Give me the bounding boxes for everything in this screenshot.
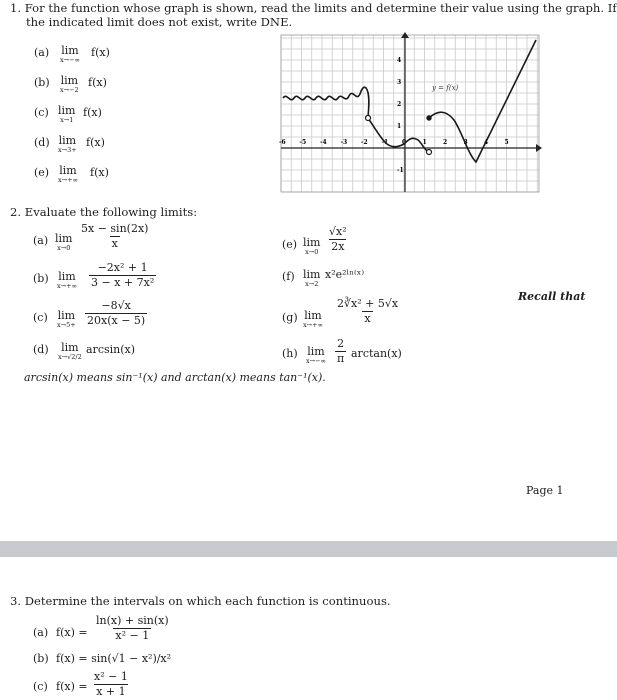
- q3-c-fraction: [92, 671, 130, 698]
- lim-subscript: x→+∞: [58, 176, 78, 184]
- denominator: π: [337, 352, 345, 365]
- q2-a-fraction: [79, 223, 150, 250]
- denominator: 3 − x + 7x²: [91, 276, 155, 289]
- q2-d-limit: [58, 342, 82, 361]
- limit-operator: [58, 135, 77, 154]
- q2-a-limit: [55, 233, 72, 252]
- denominator: x: [364, 312, 371, 325]
- lim-word: lim: [303, 236, 321, 249]
- denominator: x: [111, 237, 118, 250]
- q2-h-label: (h): [282, 347, 298, 360]
- q2-b-label: (b): [33, 272, 49, 285]
- q2-g-limit: [303, 310, 323, 329]
- x-tick-label: 0: [402, 139, 407, 146]
- lim-subscript: x→3+: [58, 146, 77, 154]
- closed-point: [426, 115, 431, 120]
- numerator: 5x − sin(2x): [81, 222, 149, 235]
- lim-word: lim: [58, 104, 76, 117]
- q2-e-label: (e): [282, 238, 298, 251]
- limit-expression: f(x): [91, 46, 110, 59]
- q1-intro-line2: the indicated limit does not exist, write DNE.: [26, 15, 293, 29]
- lim-word: lim: [307, 345, 325, 358]
- numerator: −8√x: [101, 299, 131, 312]
- page-separator: [0, 541, 617, 557]
- lim-subscript: x→5+: [57, 321, 76, 329]
- lim-subscript: x→−∞: [306, 357, 326, 365]
- q3-a-label: (a): [33, 626, 49, 639]
- limit-operator: [60, 75, 79, 94]
- lim-subscript: x→2: [305, 280, 319, 288]
- q3-b-label: (b): [33, 652, 49, 665]
- lim-word: lim: [59, 164, 77, 177]
- lim-subscript: x→−∞: [60, 56, 80, 64]
- lim-word: lim: [303, 268, 321, 281]
- q2-h-fraction: [335, 338, 346, 365]
- recall-note: Recall that: [518, 290, 586, 303]
- lim-subscript: x→√2/2: [58, 353, 82, 361]
- limit-operator: [58, 165, 78, 184]
- q2-title: 2. Evaluate the following limits:: [10, 205, 198, 219]
- curve-label: y = f(x): [432, 84, 459, 92]
- lim-word: lim: [55, 232, 73, 245]
- part-label: (d): [34, 136, 50, 149]
- page-number: Page 1: [526, 484, 564, 497]
- lim-subscript: x→1: [60, 116, 74, 124]
- y-tick-label: 2: [397, 101, 402, 108]
- q2-d-expression: arcsin(x): [86, 343, 136, 356]
- part-label: (e): [34, 166, 50, 179]
- q2-c-fraction: [85, 300, 147, 327]
- open-point: [427, 150, 432, 155]
- q2-b-limit: [57, 271, 77, 290]
- q2-f-expression: x²e²ˡⁿ⁽ˣ⁾: [325, 268, 365, 281]
- x-tick-label: 2: [443, 139, 448, 146]
- q3-b-expression: f(x) = sin(√1 − x²)/x²: [56, 652, 172, 665]
- lim-subscript: x→+∞: [303, 321, 323, 329]
- x-tick-label: -5: [299, 139, 307, 146]
- lim-word: lim: [61, 44, 79, 57]
- numerator: x² − 1: [94, 670, 128, 683]
- y-tick-label: 1: [397, 123, 402, 130]
- lim-word: lim: [304, 309, 322, 322]
- y-tick-label: 3: [397, 79, 402, 86]
- open-point: [366, 116, 371, 121]
- q2-e-fraction: [327, 226, 349, 253]
- numerator: √x²: [329, 225, 347, 238]
- numerator: ln(x) + sin(x): [96, 614, 169, 627]
- q2-f-limit: [303, 269, 320, 288]
- q2-note: arcsin(x) means sin⁻¹(x) and arctan(x) means tan⁻¹(x).: [24, 371, 326, 384]
- q3-c-label: (c): [33, 680, 48, 693]
- limit-expression: f(x): [90, 166, 109, 179]
- function-graph: [278, 32, 546, 196]
- curve-left-wave: [283, 87, 369, 118]
- x-tick-label: -2: [361, 139, 368, 146]
- q2-e-limit: [303, 237, 320, 256]
- q2-g-label: (g): [282, 311, 298, 324]
- lim-word: lim: [58, 134, 77, 147]
- part-label: (a): [34, 46, 50, 59]
- lim-word: lim: [61, 341, 79, 354]
- lim-subscript: x→−2: [60, 86, 79, 94]
- denominator: 20x(x − 5): [87, 314, 146, 327]
- y-tick-label: -1: [397, 167, 404, 174]
- part-label: (b): [34, 76, 50, 89]
- q2-d-label: (d): [33, 343, 49, 356]
- numerator: 2∛x² + 5√x: [337, 297, 399, 310]
- denominator: x² − 1: [115, 629, 150, 642]
- q2-c-label: (c): [33, 311, 48, 324]
- y-tick-labels: [397, 57, 407, 174]
- lim-word: lim: [58, 270, 76, 283]
- q2-a-label: (a): [33, 234, 49, 247]
- x-tick-label: -3: [340, 139, 348, 146]
- denominator: x + 1: [96, 685, 126, 698]
- q2-f-label: (f): [282, 270, 295, 283]
- part-label: (c): [34, 106, 49, 119]
- x-tick-label: 5: [504, 139, 509, 146]
- q2-b-fraction: [89, 262, 156, 289]
- limit-expression: f(x): [88, 76, 107, 89]
- x-tick-label: 4: [484, 139, 489, 146]
- limit-expression: f(x): [83, 106, 102, 119]
- numerator: 2: [337, 337, 345, 350]
- lim-subscript: x→0: [57, 244, 71, 252]
- q3-c-lhs: f(x) =: [56, 680, 88, 693]
- q3-title: 3. Determine the intervals on which each function is continuous.: [10, 594, 391, 608]
- q1-intro-line1: 1. For the function whose graph is shown, read the limits and determine their value using the graph. If: [10, 1, 617, 15]
- lim-word: lim: [60, 74, 79, 87]
- q2-c-limit: [57, 310, 76, 329]
- limit-operator: [58, 105, 75, 124]
- limit-operator: [60, 45, 80, 64]
- denominator: 2x: [331, 240, 345, 253]
- x-tick-label: -6: [279, 139, 286, 146]
- q3-a-lhs: f(x) =: [56, 626, 88, 639]
- lim-word: lim: [57, 309, 76, 322]
- lim-subscript: x→0: [305, 248, 319, 256]
- y-tick-label: 4: [397, 57, 402, 64]
- lim-subscript: x→+∞: [57, 282, 77, 290]
- q3-a-fraction: [94, 615, 171, 642]
- numerator: −2x² + 1: [97, 261, 148, 274]
- x-tick-label: -4: [320, 139, 327, 146]
- limit-expression: f(x): [86, 136, 105, 149]
- x-tick-label: 3: [463, 139, 468, 146]
- q2-h-tail: arctan(x): [351, 347, 402, 360]
- q2-h-limit: [306, 346, 326, 365]
- x-tick-label: -1: [381, 139, 389, 146]
- x-tick-label: 1: [422, 139, 427, 146]
- q2-g-fraction: [335, 298, 400, 325]
